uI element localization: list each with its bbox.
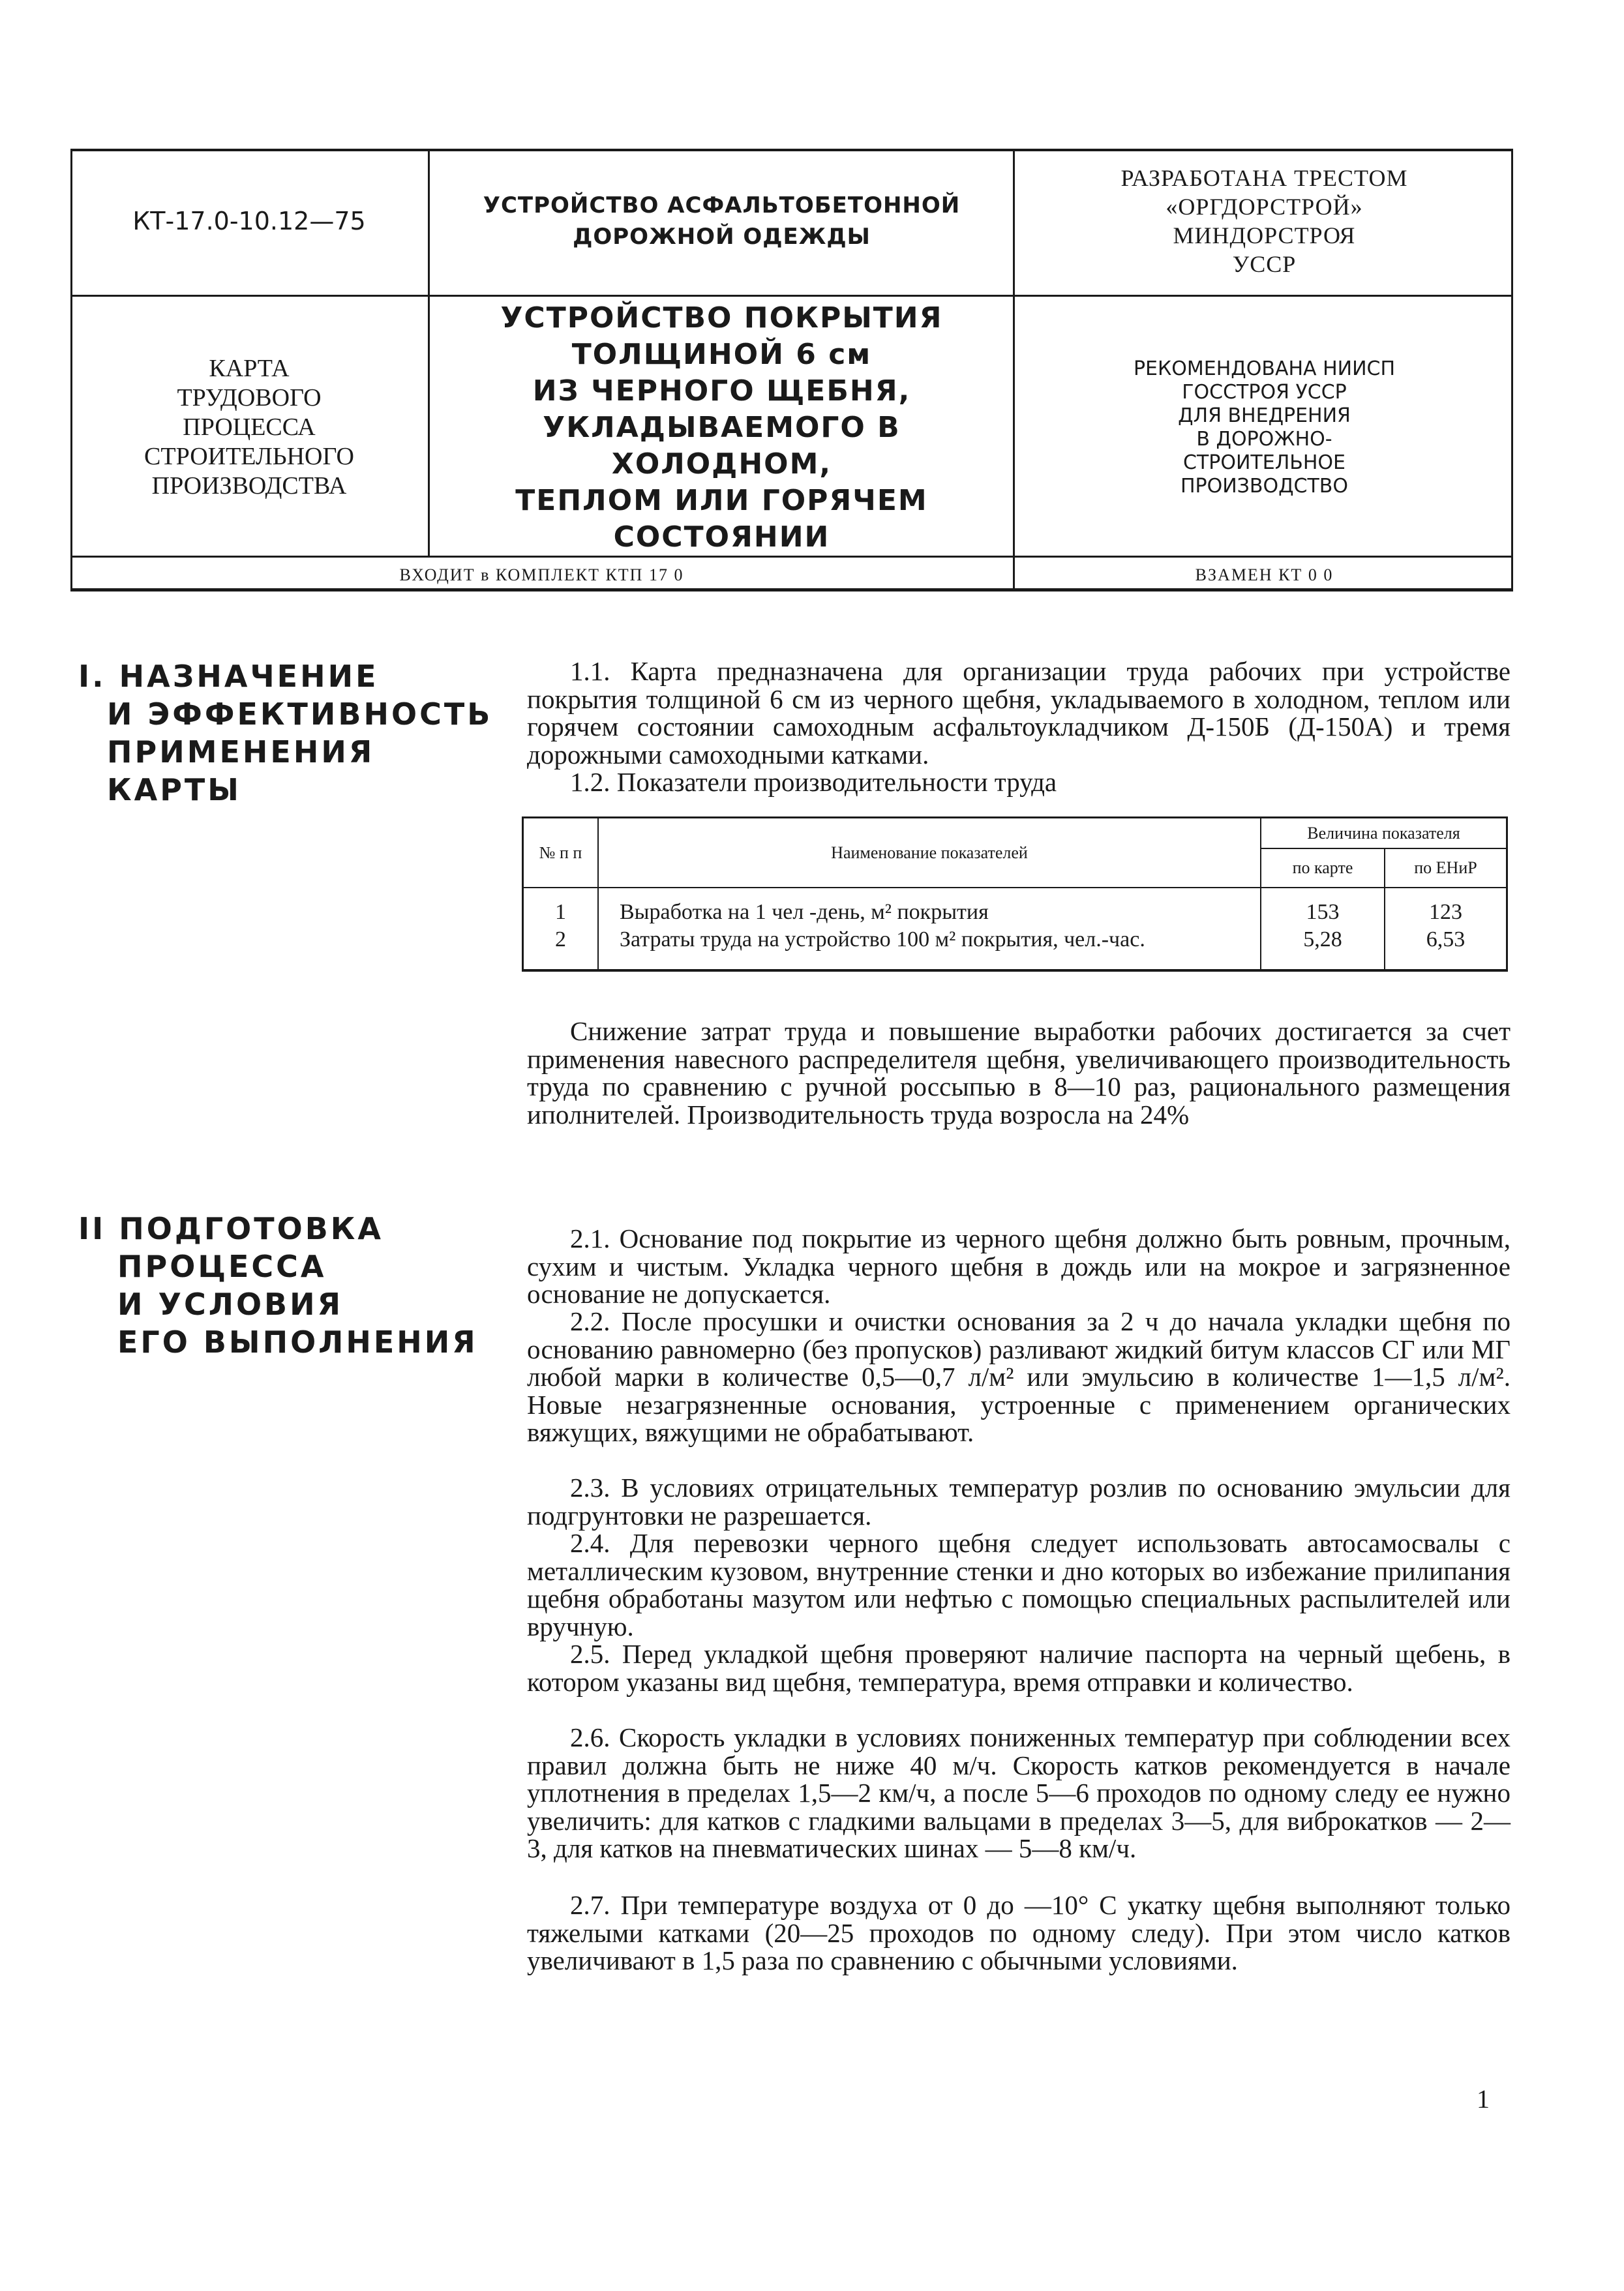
table-row-1-name: Выработка на 1 чел -день, м² покрытия	[620, 900, 989, 924]
header-column-divider	[1013, 149, 1015, 591]
recommendation-info	[1015, 299, 1513, 556]
recommendation-line: РЕКОМЕНДОВАНА НИИСП	[1133, 357, 1396, 380]
header-row-divider	[70, 295, 1513, 297]
card-type	[70, 299, 428, 556]
table-row-2-name: Затраты труда на устройство 100 м² покрытия, чел.-час.	[620, 927, 1145, 951]
paragraph-2-3: 2.3. В условиях отрицательных температур розлив по основанию эмульсии для подгрунтовки не разрешается.	[527, 1473, 1511, 1531]
subject-line: ТЕПЛОМ ИЛИ ГОРЯЧЕМ	[515, 483, 928, 517]
section-heading-line: ПРОЦЕССА	[117, 1249, 327, 1284]
section-heading-line: И УСЛОВИЯ	[117, 1287, 344, 1322]
table-row-2-number: 2	[555, 927, 566, 951]
table-border	[522, 887, 1508, 888]
table-row-1-by-enir: 123	[1429, 900, 1462, 924]
developer-info	[1015, 149, 1513, 293]
card-type-line: ТРУДОВОГО	[177, 384, 322, 412]
section-heading-line: КАРТЫ	[107, 772, 241, 807]
subject-line: ИЗ ЧЕРНОГО ЩЕБНЯ,	[532, 374, 911, 408]
table-row-2-by-card: 5,28	[1303, 927, 1342, 951]
section-heading-line: ЕГО ВЫПОЛНЕНИЯ	[117, 1325, 478, 1360]
table-header-by-enir: по ЕНиР	[1414, 858, 1477, 877]
card-subject	[430, 299, 1013, 556]
paragraph-2-6: 2.6. Скорость укладки в условиях пониженных температур при соблюдении всех правил должна быть не ниже 40 м/ч. Скорость катков рекомендуется в начале уплотнения в пределах 1,5—2 км/ч, а после 5—6 проходов по одному следу ее нужно увеличить: для катков с гладкими вальцами в пределах 3—5, для виброкатков — 2—3, для катков на пневматических шинах — 5—8 км/ч.	[527, 1722, 1511, 1863]
table-header-number: № п п	[539, 843, 582, 862]
table-header-value: Величина показателя	[1307, 823, 1460, 843]
card-type-line: ПРОИЗВОДСТВА	[151, 472, 347, 500]
replaces-reference	[1015, 558, 1513, 592]
section-1-heading	[78, 657, 492, 809]
paragraph-2-2: 2.2. После просушки и очистки основания за 2 ч до начала укладки щебня по основанию равномерно (без пропусков) разливают жидкий битум классов СГ или МГ любой марки в количестве 0,5—0,7 л/м² или эмульсию в количестве 1—1,5 л/м². Новые незагрязненные основания, устроенные с применением органических вяжущих, вяжущими не обрабатывают.	[527, 1306, 1511, 1447]
card-type-line: КАРТА	[209, 355, 290, 382]
kit-reference	[70, 558, 1013, 592]
paragraph-2-1: 2.1. Основание под покрытие из черного щебня должно быть ровным, прочным, сухим и чистым. Укладка черного щебня в дождь или на мокрое и загрязненное основание не допускается.	[527, 1223, 1511, 1309]
table-row-1-by-card: 153	[1306, 900, 1340, 924]
document-header	[70, 149, 1513, 592]
replaces-reference-text: ВЗАМЕН КТ 0 0	[1195, 565, 1334, 584]
recommendation-line: СТРОИТЕЛЬНОЕ	[1183, 451, 1346, 474]
card-type-line: ПРОЦЕССА	[183, 413, 316, 441]
recommendation-line: ПРОИЗВОДСТВО	[1180, 474, 1349, 498]
paragraph-2-5: 2.5. Перед укладкой щебня проверяют наличие паспорта на черный щебень, в котором указаны вид щебня, температура, время отправки и количество.	[527, 1639, 1511, 1697]
summary-paragraph: Снижение затрат труда и повышение выработки рабочих достигается за счет применения навесного распределителя щебня, увеличивающего производительность труда по сравнению с ручной россыпью в 8—10 раз, рационального размещения иполнителей. Производительность труда возросла на 24%	[527, 1016, 1511, 1130]
subject-line: ТОЛЩИНОЙ 6 см	[571, 337, 872, 371]
section-heading-line: II ПОДГОТОВКА	[78, 1211, 383, 1246]
table-border	[1506, 816, 1508, 972]
paragraph-2-7: 2.7. При температуре воздуха от 0 до —10° С укатку щебня выполняют только тяжелыми катками (20—25 проходов по одному следу). При этом число катков увеличивают в 1,5 раза по сравнению с обычными условиями.	[527, 1890, 1511, 1975]
card-type-line: СТРОИТЕЛЬНОГО	[144, 443, 354, 470]
developer-line: МИНДОРСТРОЯ	[1173, 222, 1356, 248]
section-heading-line: I. НАЗНАЧЕНИЕ	[78, 659, 379, 694]
document-code-text: КТ-17.0-10.12—75	[132, 207, 366, 235]
developer-line: УССР	[1232, 251, 1297, 277]
kit-reference-text: ВХОДИТ в КОМПЛЕКТ КТП 17 0	[399, 565, 684, 584]
table-row-2-by-enir: 6,53	[1426, 927, 1466, 951]
paragraph-1-1: 1.1. Карта предназначена для организации труда рабочих при устройстве покрытия толщиной 6 см из черного щебня, укладываемого в холодном, теплом или горячем состоянии самоходным асфальтоукладчиком Д-150Б (Д-150А) и тремя дорожными самоходными катками.	[527, 656, 1511, 770]
table-header-name: Наименование показателей	[831, 843, 1028, 862]
header-column-divider	[428, 149, 430, 556]
developer-line: «ОРГДОРСТРОЙ»	[1165, 194, 1363, 220]
developer-line: РАЗРАБОТАНА ТРЕСТОМ	[1120, 165, 1408, 191]
section-2-heading	[78, 1210, 478, 1361]
section-heading-line: ПРИМЕНЕНИЯ	[107, 734, 375, 770]
paragraph-1-2: 1.2. Показатели производительности труда	[570, 767, 1057, 797]
title-line: ДОРОЖНОЙ ОДЕЖДЫ	[573, 224, 871, 250]
section-heading-line: И ЭФФЕКТИВНОСТЬ	[107, 696, 493, 732]
title-line: УСТРОЙСТВО АСФАЛЬТОБЕТОННОЙ	[483, 192, 961, 218]
document-code	[70, 149, 428, 293]
subject-line: УСТРОЙСТВО ПОКРЫТИЯ	[500, 301, 943, 335]
subject-line: УКЛАДЫВАЕМОГО В ХОЛОДНОМ,	[543, 410, 901, 481]
page-number: 1	[1477, 2084, 1490, 2114]
recommendation-line: ГОССТРОЯ УССР	[1182, 380, 1347, 404]
table-header-by-card: по карте	[1292, 858, 1353, 877]
table-border	[522, 969, 1508, 972]
subject-line: СОСТОЯНИИ	[613, 520, 830, 554]
productivity-table	[522, 816, 1508, 972]
recommendation-line: В ДОРОЖНО-	[1196, 427, 1332, 451]
table-row-1-number: 1	[555, 900, 566, 924]
document-title	[430, 149, 1013, 293]
paragraph-2-4: 2.4. Для перевозки черного щебня следует использовать автосамосвалы с металлическим кузовом, внутренние стенки и дно которых во избежание прилипания щебня обработаны мазутом или нефтью с помощью специальных распылителей или вручную.	[527, 1528, 1511, 1641]
recommendation-line: ДЛЯ ВНЕДРЕНИЯ	[1178, 404, 1351, 427]
